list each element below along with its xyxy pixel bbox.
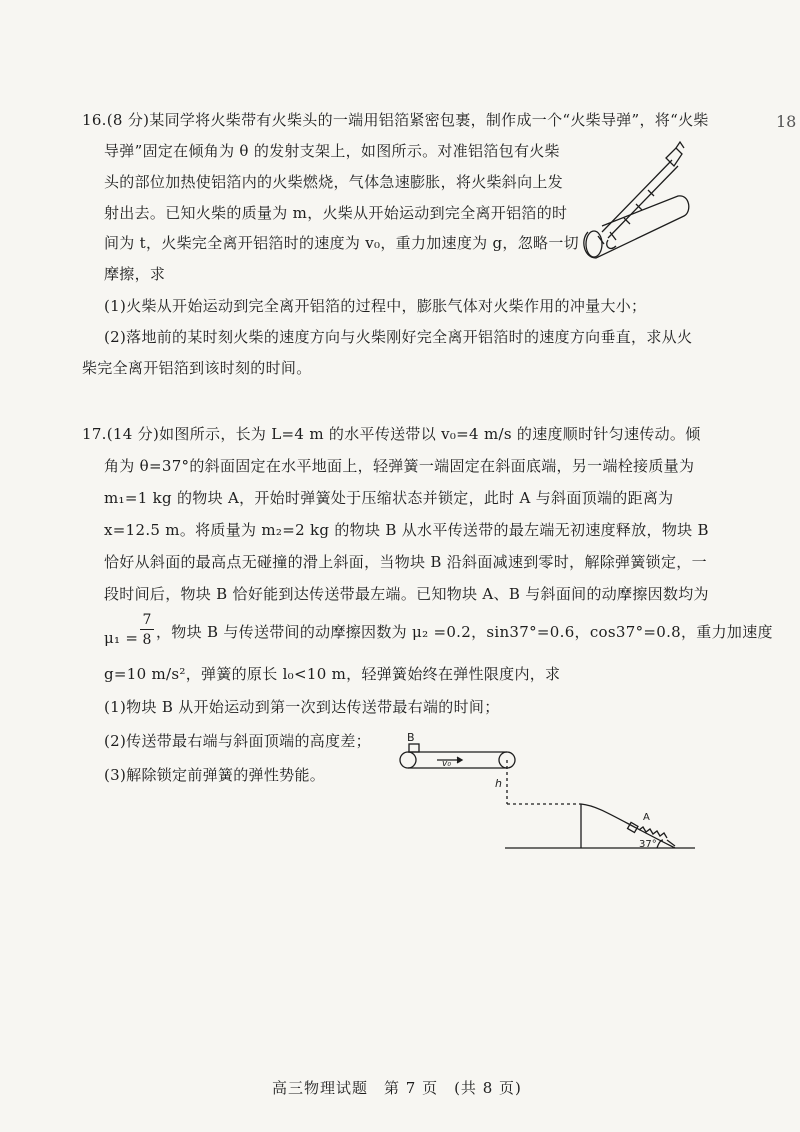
match-missile-figure [580,140,695,265]
label-v0: v₀ [442,759,451,769]
q16-subquestion: (2)落地前的某时刻火柴的速度方向与火柴刚好完全离开铝箔时的速度方向垂直，求从火 [104,328,693,346]
q17-subquestion: (1)物块 B 从开始运动到第一次到达传送带最右端的时间； [104,698,500,716]
q16-line: 导弹”固定在倾角为 θ 的发射支架上，如图所示。对准铝箔包有火柴 [104,142,560,160]
block-b [409,744,419,752]
q16-subquestion: (1)火柴从开始运动到完全离开铝箔的过程中，膨胀气体对火柴作用的冲量大小； [104,297,647,315]
q17-line: ，物块 B 与传送带间的动摩擦因数为 μ₂ =0.2，sin37°=0.6，cos37°=0.8，重力加速度 [156,623,773,641]
q17-line: 17.(14 分)如图所示，长为 L=4 m 的水平传送带以 v₀=4 m/s 的速度顺时针匀速传动。倾 [82,425,701,443]
page-footer: 高三物理试题 第 7 页 (共 8 页) [272,1079,522,1097]
q17-subquestion: (2)传送带最右端与斜面顶端的高度差； [104,732,371,750]
q17-line: 段时间后，物块 B 恰好能到达传送带最左端。已知物块 A、B 与斜面间的动摩擦因数均为 [104,585,709,603]
mu1-label: μ₁ = [104,629,139,647]
q16-line: 头的部位加热使铝箔内的火柴燃烧，气体急速膨胀，将火柴斜向上发 [104,173,564,191]
mu1-denominator: 8 [142,632,152,648]
label-a: A [643,812,650,823]
q17-line: x=12.5 m。将质量为 m₂=2 kg 的物块 B 从水平传送带的最左端无初速度释放，物块 B [104,521,709,539]
label-b: B [407,731,415,744]
q16-subquestion: 柴完全离开铝箔到该时刻的时间。 [82,359,312,377]
conveyor-incline-figure [395,730,700,855]
label-angle: 37° [639,839,657,850]
q17-subquestion: (3)解除锁定前弹簧的弹性势能。 [104,766,326,784]
label-h: h [495,777,502,790]
q17-line: 角为 θ=37°的斜面固定在水平地面上，轻弹簧一端固定在斜面底端，另一端栓接质量为 [104,457,695,475]
margin-page-number: 18 [776,112,797,131]
mu1-fraction-bar [140,629,154,630]
q17-line: g=10 m/s²，弹簧的原长 l₀<10 m，轻弹簧始终在弹性限度内，求 [104,665,561,683]
q17-line: m₁=1 kg 的物块 A，开始时弹簧处于压缩状态并锁定，此时 A 与斜面顶端的距离为 [104,489,674,507]
q16-line: 间为 t，火柴完全离开铝箔时的速度为 v₀，重力加速度为 g，忽略一切 [104,234,579,252]
q16-line: 射出去。已知火柴的质量为 m，火柴从开始运动到完全离开铝箔的时 [104,204,568,222]
q17-line: 恰好从斜面的最高点无碰撞的滑上斜面，当物块 B 沿斜面减速到零时，解除弹簧锁定，一 [104,553,707,571]
q16-line: 16.(8 分)某同学将火柴带有火柴头的一端用铝箔紧密包裹，制作成一个“火柴导弹”，将“火柴 [82,111,709,129]
mu1-numerator: 7 [142,612,152,628]
q16-line: 摩擦，求 [104,265,166,283]
